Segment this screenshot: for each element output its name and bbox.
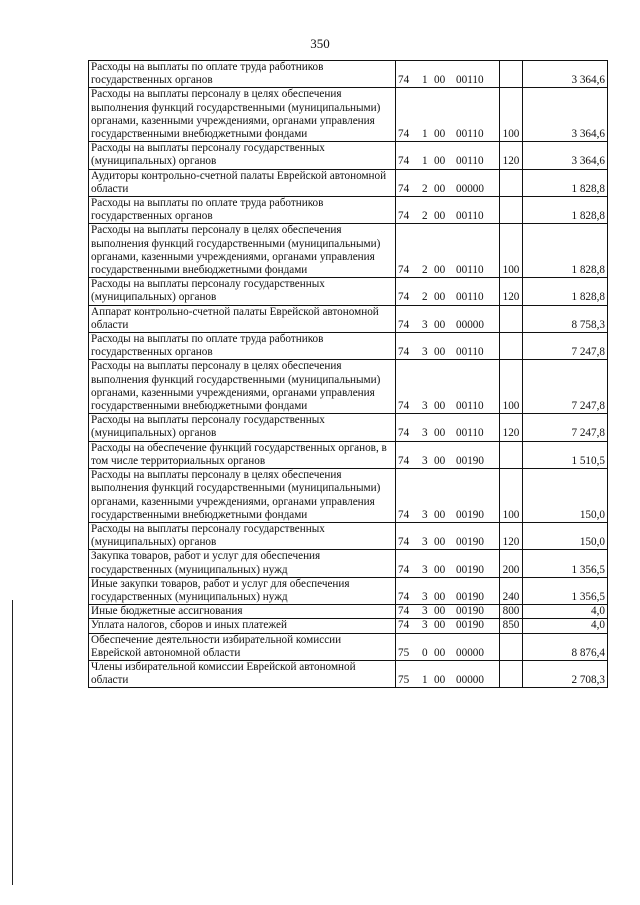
page-number: 350 <box>310 36 330 51</box>
row-expense-type <box>500 660 523 687</box>
row-code <box>396 619 500 633</box>
code-item: 00110 <box>456 264 484 277</box>
row-name: Аппарат контрольно-счетной палаты Еврейской автономной области <box>89 305 396 332</box>
code-item: 00190 <box>456 590 484 603</box>
row-expense-type <box>500 633 523 660</box>
table-row <box>89 142 608 169</box>
row-code <box>396 522 500 549</box>
row-name: Расходы на выплаты персоналу государственных (муниципальных) органов <box>89 414 396 441</box>
row-code <box>396 278 500 305</box>
row-sum: 7 247,8 <box>523 333 608 360</box>
row-expense-type: 850 <box>500 619 523 633</box>
code-program: 00 <box>434 590 446 603</box>
row-sum: 4,0 <box>523 605 608 619</box>
code-subgroup: 3 <box>422 590 428 603</box>
code-program: 00 <box>434 318 446 331</box>
row-sum: 3 364,6 <box>523 142 608 169</box>
row-expense-type <box>500 197 523 224</box>
code-program: 00 <box>434 563 446 576</box>
code-group: 74 <box>398 155 410 168</box>
row-sum: 8 876,4 <box>523 633 608 660</box>
code-subgroup: 3 <box>422 427 428 440</box>
row-expense-type: 100 <box>500 88 523 142</box>
code-program: 00 <box>434 619 446 632</box>
code-group: 74 <box>398 454 410 467</box>
row-sum: 3 364,6 <box>523 61 608 88</box>
row-expense-type: 200 <box>500 550 523 577</box>
code-program: 00 <box>434 536 446 549</box>
table-row <box>89 550 608 577</box>
row-code <box>396 169 500 196</box>
code-item: 00190 <box>456 619 484 632</box>
row-name: Расходы на выплаты персоналу государственных (муниципальных) органов <box>89 522 396 549</box>
row-expense-type: 120 <box>500 142 523 169</box>
code-group: 74 <box>398 400 410 413</box>
code-item: 00190 <box>456 454 484 467</box>
code-subgroup: 1 <box>422 128 428 141</box>
table-row <box>89 469 608 523</box>
code-subgroup: 1 <box>422 155 428 168</box>
code-group: 75 <box>398 646 410 659</box>
code-group: 74 <box>398 74 410 87</box>
row-name: Иные бюджетные ассигнования <box>89 605 396 619</box>
row-expense-type: 100 <box>500 224 523 278</box>
row-sum: 7 247,8 <box>523 414 608 441</box>
code-subgroup: 2 <box>422 264 428 277</box>
code-group: 74 <box>398 264 410 277</box>
row-expense-type: 100 <box>500 469 523 523</box>
row-sum: 4,0 <box>523 619 608 633</box>
row-code <box>396 550 500 577</box>
row-expense-type <box>500 333 523 360</box>
code-program: 00 <box>434 427 446 440</box>
code-item: 00190 <box>456 536 484 549</box>
code-item: 00190 <box>456 563 484 576</box>
code-subgroup: 3 <box>422 536 428 549</box>
row-code <box>396 197 500 224</box>
row-name: Уплата налогов, сборов и иных платежей <box>89 619 396 633</box>
code-subgroup: 3 <box>422 508 428 521</box>
row-name: Расходы на выплаты персоналу государственных (муниципальных) органов <box>89 142 396 169</box>
code-subgroup: 3 <box>422 605 428 618</box>
row-code <box>396 305 500 332</box>
code-subgroup: 3 <box>422 454 428 467</box>
code-subgroup: 3 <box>422 619 428 632</box>
code-item: 00190 <box>456 508 484 521</box>
row-sum: 1 356,5 <box>523 577 608 604</box>
row-code <box>396 605 500 619</box>
row-code <box>396 660 500 687</box>
code-program: 00 <box>434 182 446 195</box>
code-program: 00 <box>434 264 446 277</box>
row-sum: 8 758,3 <box>523 305 608 332</box>
row-sum: 2 708,3 <box>523 660 608 687</box>
row-expense-type: 120 <box>500 522 523 549</box>
table-row <box>89 333 608 360</box>
code-program: 00 <box>434 291 446 304</box>
row-sum: 7 247,8 <box>523 360 608 414</box>
row-name: Аудиторы контрольно-счетной палаты Еврейской автономной области <box>89 169 396 196</box>
table-row <box>89 305 608 332</box>
table-row <box>89 633 608 660</box>
row-sum: 1 828,8 <box>523 278 608 305</box>
row-expense-type <box>500 169 523 196</box>
row-code <box>396 142 500 169</box>
code-group: 74 <box>398 536 410 549</box>
table-row <box>89 414 608 441</box>
code-group: 74 <box>398 619 410 632</box>
row-name: Члены избирательной комиссии Еврейской автономной области <box>89 660 396 687</box>
table-row <box>89 441 608 468</box>
row-sum: 1 510,5 <box>523 441 608 468</box>
row-name: Расходы на выплаты персоналу государственных (муниципальных) органов <box>89 278 396 305</box>
code-program: 00 <box>434 454 446 467</box>
row-expense-type <box>500 441 523 468</box>
row-code <box>396 577 500 604</box>
code-group: 74 <box>398 427 410 440</box>
code-subgroup: 2 <box>422 210 428 223</box>
code-item: 00000 <box>456 318 484 331</box>
table-row <box>89 605 608 619</box>
code-group: 74 <box>398 128 410 141</box>
table-row <box>89 577 608 604</box>
code-program: 00 <box>434 605 446 618</box>
table-row <box>89 522 608 549</box>
code-subgroup: 3 <box>422 400 428 413</box>
row-sum: 1 828,8 <box>523 197 608 224</box>
code-group: 74 <box>398 590 410 603</box>
row-name: Обеспечение деятельности избирательной комиссии Еврейской автономной области <box>89 633 396 660</box>
table-row <box>89 197 608 224</box>
code-item: 00190 <box>456 605 484 618</box>
row-name: Иные закупки товаров, работ и услуг для обеспечения государственных (муниципальных) нужд <box>89 577 396 604</box>
row-sum: 150,0 <box>523 469 608 523</box>
code-item: 00110 <box>456 291 484 304</box>
code-group: 74 <box>398 508 410 521</box>
row-sum: 1 356,5 <box>523 550 608 577</box>
row-code <box>396 333 500 360</box>
table-row <box>89 360 608 414</box>
table-row <box>89 278 608 305</box>
table-row <box>89 88 608 142</box>
row-sum: 1 828,8 <box>523 224 608 278</box>
row-code <box>396 469 500 523</box>
code-program: 00 <box>434 346 446 359</box>
code-item: 00000 <box>456 182 484 195</box>
code-group: 74 <box>398 346 410 359</box>
code-group: 74 <box>398 605 410 618</box>
code-program: 00 <box>434 74 446 87</box>
code-program: 00 <box>434 155 446 168</box>
margin-line <box>12 600 13 885</box>
code-subgroup: 3 <box>422 563 428 576</box>
code-group: 74 <box>398 318 410 331</box>
row-code <box>396 414 500 441</box>
code-program: 00 <box>434 210 446 223</box>
row-sum: 3 364,6 <box>523 88 608 142</box>
row-name: Расходы на выплаты по оплате труда работников государственных органов <box>89 333 396 360</box>
code-item: 00000 <box>456 674 484 687</box>
row-name: Расходы на выплаты персоналу в целях обеспечения выполнения функций государственными (муниципальными) органами, казенными учреждениями, органами управления государственными внебюджетными фондами <box>89 469 396 523</box>
code-group: 74 <box>398 291 410 304</box>
code-item: 00000 <box>456 646 484 659</box>
row-name: Расходы на обеспечение функций государственных органов, в том числе территориальных органов <box>89 441 396 468</box>
code-item: 00110 <box>456 400 484 413</box>
row-name: Расходы на выплаты по оплате труда работников государственных органов <box>89 61 396 88</box>
row-expense-type: 100 <box>500 360 523 414</box>
code-item: 00110 <box>456 427 484 440</box>
row-expense-type: 120 <box>500 278 523 305</box>
row-expense-type <box>500 305 523 332</box>
code-subgroup: 3 <box>422 318 428 331</box>
row-code <box>396 360 500 414</box>
code-subgroup: 1 <box>422 674 428 687</box>
row-name: Расходы на выплаты персоналу в целях обеспечения выполнения функций государственными (муниципальными) органами, казенными учреждениями, органами управления государственными внебюджетными фондами <box>89 88 396 142</box>
code-subgroup: 0 <box>422 646 428 659</box>
code-group: 74 <box>398 182 410 195</box>
code-subgroup: 2 <box>422 291 428 304</box>
code-program: 00 <box>434 674 446 687</box>
row-name: Расходы на выплаты по оплате труда работников государственных органов <box>89 197 396 224</box>
code-subgroup: 3 <box>422 346 428 359</box>
row-code <box>396 61 500 88</box>
table-row <box>89 619 608 633</box>
code-program: 00 <box>434 508 446 521</box>
row-expense-type: 120 <box>500 414 523 441</box>
row-expense-type: 240 <box>500 577 523 604</box>
row-code <box>396 88 500 142</box>
code-subgroup: 1 <box>422 74 428 87</box>
table-row <box>89 61 608 88</box>
table-row <box>89 660 608 687</box>
row-name: Расходы на выплаты персоналу в целях обеспечения выполнения функций государственными (муниципальными) органами, казенными учреждениями, органами управления государственными внебюджетными фондами <box>89 224 396 278</box>
row-code <box>396 441 500 468</box>
table-row <box>89 169 608 196</box>
row-name: Закупка товаров, работ и услуг для обеспечения государственных (муниципальных) нужд <box>89 550 396 577</box>
code-item: 00110 <box>456 155 484 168</box>
row-code <box>396 224 500 278</box>
code-group: 74 <box>398 563 410 576</box>
row-expense-type: 800 <box>500 605 523 619</box>
row-sum: 150,0 <box>523 522 608 549</box>
code-group: 75 <box>398 674 410 687</box>
row-sum: 1 828,8 <box>523 169 608 196</box>
row-code <box>396 633 500 660</box>
code-group: 74 <box>398 210 410 223</box>
code-program: 00 <box>434 128 446 141</box>
code-item: 00110 <box>456 346 484 359</box>
code-item: 00110 <box>456 128 484 141</box>
code-program: 00 <box>434 646 446 659</box>
code-item: 00110 <box>456 210 484 223</box>
budget-table <box>88 60 608 688</box>
code-item: 00110 <box>456 74 484 87</box>
code-program: 00 <box>434 400 446 413</box>
row-name: Расходы на выплаты персоналу в целях обеспечения выполнения функций государственными (муниципальными) органами, казенными учреждениями, органами управления государственными внебюджетными фондами <box>89 360 396 414</box>
row-expense-type <box>500 61 523 88</box>
code-subgroup: 2 <box>422 182 428 195</box>
table-row <box>89 224 608 278</box>
